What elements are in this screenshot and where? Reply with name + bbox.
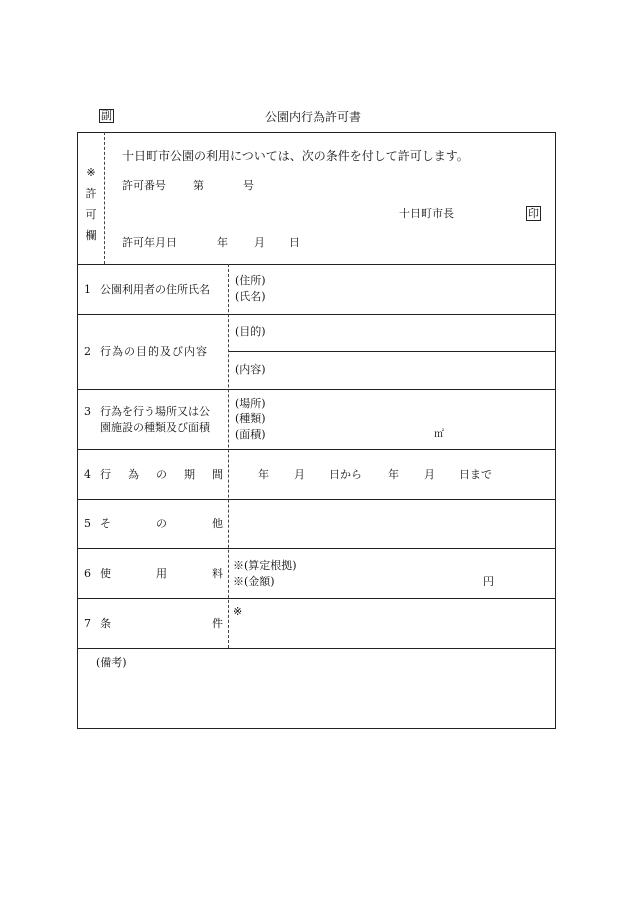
row-label-other: そ の 他 [100, 517, 223, 530]
period-month-2: 月 [424, 468, 435, 481]
row-divider [77, 648, 556, 649]
permit-date-year: 年 [217, 236, 228, 249]
row-label-place-line2: 園施設の種類及び面積 [100, 421, 210, 434]
yen-unit: 円 [483, 575, 494, 588]
area-field[interactable]: (面積) [235, 428, 266, 441]
label-column-divider [228, 264, 229, 648]
row-divider [77, 314, 556, 315]
row-label-applicant: 公園利用者の住所氏名 [100, 283, 210, 296]
sub-row-divider [228, 351, 556, 352]
row-label-period: 行 為 の 期 間 [100, 468, 223, 481]
permit-number-go: 号 [243, 179, 254, 192]
permit-date-day: 日 [289, 236, 300, 249]
permit-number-label: 許可番号 [122, 179, 166, 192]
copy-mark: 副 [101, 109, 112, 122]
period-from: 日から [329, 468, 362, 481]
permit-number-dai: 第 [193, 179, 204, 192]
mayor-title: 十日町市長 [399, 207, 454, 220]
row-number: 3 [84, 405, 91, 418]
document-title: 公園内行為許可書 [265, 110, 362, 124]
kind-field[interactable]: (種類) [235, 412, 266, 425]
conditions-field[interactable]: ※ [233, 605, 243, 618]
permit-date-month: 月 [254, 236, 265, 249]
period-month-1: 月 [294, 468, 305, 481]
period-until: 日まで [459, 468, 492, 481]
place-field[interactable]: (場所) [235, 397, 266, 410]
name-field[interactable]: (氏名) [235, 290, 266, 303]
permit-side-label: ※ 許 可 欄 [85, 166, 97, 242]
row-number: 5 [84, 517, 91, 530]
row-divider [77, 264, 556, 265]
content-field[interactable]: (内容) [235, 363, 266, 376]
fee-amount-field[interactable]: ※(金額) [233, 575, 275, 588]
purpose-field[interactable]: (目的) [235, 325, 266, 338]
row-number: 7 [84, 617, 91, 630]
permit-statement: 十日町市公園の利用については、次の条件を付して許可します。 [122, 149, 469, 163]
row-number: 2 [84, 345, 91, 358]
row-divider [77, 598, 556, 599]
remarks-label: (備考) [96, 656, 127, 669]
period-year-2: 年 [388, 468, 399, 481]
row-label-purpose: 行為の目的及び内容 [100, 345, 208, 358]
permit-date-label: 許可年月日 [122, 236, 177, 249]
permit-side-divider [104, 132, 105, 264]
address-field[interactable]: (住所) [235, 274, 266, 287]
row-number: 1 [84, 283, 91, 296]
row-divider [77, 449, 556, 450]
row-number: 4 [84, 468, 91, 481]
period-year-1: 年 [258, 468, 269, 481]
square-meter-unit: ㎡ [434, 429, 444, 440]
row-divider [77, 499, 556, 500]
row-divider [77, 548, 556, 549]
row-label-fee: 使 用 料 [100, 567, 223, 580]
row-label-conditions: 条 件 [100, 617, 223, 630]
seal-mark: 印 [528, 207, 539, 220]
fee-basis-field[interactable]: ※(算定根拠) [233, 559, 297, 572]
row-divider [77, 389, 556, 390]
row-number: 6 [84, 567, 91, 580]
row-label-place-line1: 行為を行う場所又は公 [100, 405, 210, 418]
